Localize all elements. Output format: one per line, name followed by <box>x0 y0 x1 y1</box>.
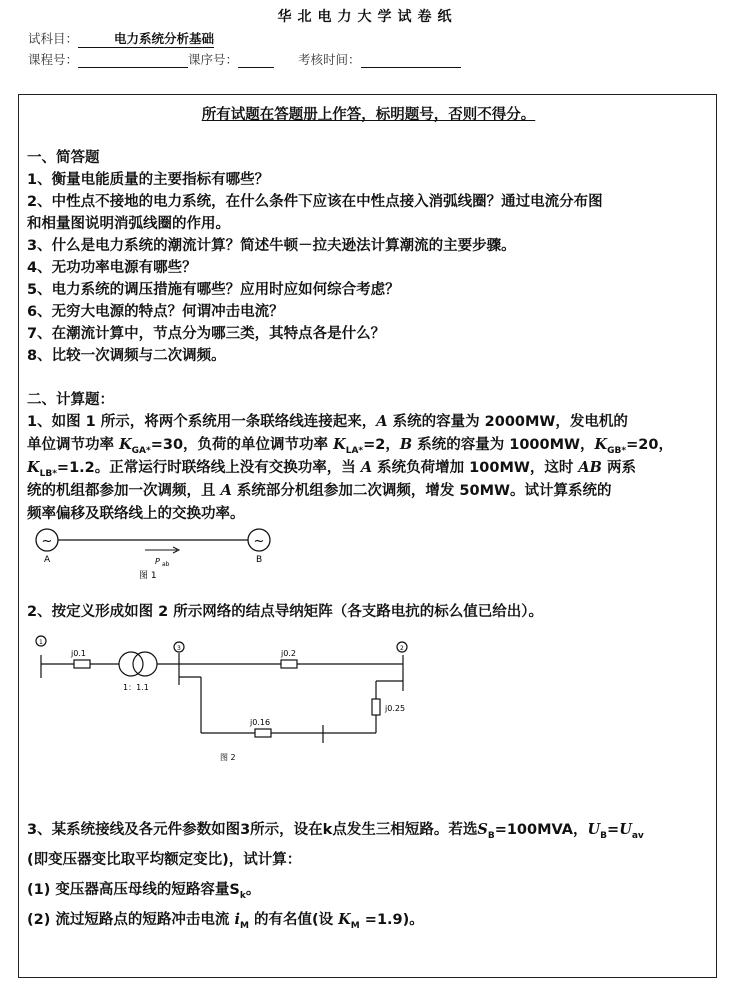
text-line <box>27 911 424 935</box>
power-label: P <box>155 557 160 566</box>
text-segment: 系统的容量为 1000MW， <box>412 437 595 453</box>
subscript: av <box>631 830 644 841</box>
power-sub: ab <box>162 561 170 568</box>
math-variable: A <box>220 482 232 499</box>
math-variable: B <box>399 436 413 453</box>
text-segment: = <box>607 822 620 838</box>
text-segment: 和相量图说明消弧线圈的作用。 <box>27 216 230 232</box>
text-segment: 3、什么是电力系统的潮流计算？简述牛顿－拉夫逊法计算潮流的主要步骤。 <box>27 238 516 254</box>
math-variable: AB <box>578 459 602 476</box>
notice: 所有试题在答题册上作答，标明题号，否则不得分。 <box>201 107 536 123</box>
text-line <box>27 281 400 299</box>
text-segment: (1) 变压器高压母线的短路容量 <box>27 882 230 898</box>
course-seq-field <box>238 52 274 68</box>
text-segment: 2、按定义形成如图 2 所示网络的结点导纳矩阵（各支路电抗的标么值已给出）。 <box>27 604 544 620</box>
text-line <box>27 459 636 483</box>
text-segment: =30，负荷的单位调节功率 <box>150 437 334 453</box>
subscript: M <box>350 920 360 931</box>
text-line <box>27 482 612 500</box>
text-segment: =1.9)。 <box>359 912 424 928</box>
text-segment: 系统负荷增加 100MW，这时 <box>372 460 579 476</box>
node-3-label: 3 <box>177 645 181 652</box>
text-line <box>27 413 628 431</box>
subject-value: 电力系统分析基础 <box>78 29 214 48</box>
gen-b-symbol: ~ <box>253 534 265 549</box>
text-segment: 。 <box>245 882 261 898</box>
text-segment: (即变压器变比取平均额定变比)，试计算： <box>27 852 302 868</box>
text-segment: 2、中性点不接地的电力系统，在什么条件下应该在中性点接入消弧线圈？通过电流分布图 <box>27 194 603 210</box>
math-variable: U <box>619 821 632 838</box>
math-variable: K <box>338 911 351 928</box>
math-variable: A <box>360 459 373 476</box>
node-b-label: B <box>256 555 263 565</box>
text-segment: 系统部分机组参加二次调频，增发 50MW。试计算系统的 <box>231 483 612 499</box>
text-segment: 7、在潮流计算中，节点分为哪三类，其特点各是什么？ <box>27 326 386 342</box>
figure-1 <box>27 520 287 590</box>
text-segment: 3、某系统接线及各元件参数如图3所示，设在k点发生三相短路。若选 <box>27 822 478 838</box>
text-segment: 6、无穷大电源的特点？何谓冲击电流？ <box>27 304 284 320</box>
text-line <box>27 347 226 365</box>
question-box <box>18 94 717 978</box>
subscript: B <box>487 830 495 841</box>
subscript: LB* <box>39 468 57 479</box>
node-a-label: A <box>44 555 51 565</box>
math-variable: K <box>594 436 608 453</box>
text-line <box>27 193 603 211</box>
text-segment: 8、比较一次调频与二次调频。 <box>27 348 226 364</box>
text-line <box>27 821 644 845</box>
x4-label: j0.16 <box>250 718 271 727</box>
gen-a-symbol: ~ <box>41 534 53 549</box>
text-segment: S <box>229 882 240 898</box>
text-line <box>27 149 100 167</box>
node-1-label: 1 <box>39 639 43 646</box>
text-line <box>27 237 516 255</box>
text-segment: 1、如图 1 所示，将两个系统用一条联络线连接起来， <box>27 414 377 430</box>
text-line <box>27 259 197 277</box>
x1-label: j0.1 <box>71 649 86 658</box>
text-segment: 一、简答题 <box>27 150 100 166</box>
text-segment: 4、无功功率电源有哪些？ <box>27 260 197 276</box>
math-variable: K <box>27 459 40 476</box>
text-segment: (2) 流过短路点的短路冲击电流 <box>27 912 235 928</box>
course-no-field <box>78 52 188 68</box>
subscript: k <box>239 890 246 901</box>
math-variable: K <box>333 436 346 453</box>
text-line <box>27 303 284 321</box>
math-variable: K <box>119 436 132 453</box>
subscript: M <box>239 920 249 931</box>
text-line <box>27 215 230 233</box>
math-variable: i <box>234 911 240 928</box>
x2-label: j0.2 <box>281 649 296 658</box>
text-segment: 系统的容量为 2000MW，发电机的 <box>387 414 628 430</box>
text-segment: =100MVA， <box>494 822 588 838</box>
text-segment: 的有名值(设 <box>248 912 339 928</box>
text-segment: =20， <box>626 437 673 453</box>
text-segment: 统的机组都参加一次调频，且 <box>27 483 221 499</box>
node-2-label: 2 <box>400 645 404 652</box>
text-segment: =2， <box>363 437 400 453</box>
math-variable: S <box>477 821 488 838</box>
math-variable: A <box>376 413 388 430</box>
text-segment: 单位调节功率 <box>27 437 120 453</box>
subject-label: 试科目： <box>28 31 79 46</box>
subscript: GB* <box>607 445 627 456</box>
figure-1-caption: 图 1 <box>139 571 157 581</box>
subscript: LA* <box>345 445 364 456</box>
text-segment: 1、衡量电能质量的主要指标有哪些？ <box>27 172 270 188</box>
exam-time-label: 考核时间： <box>298 52 361 67</box>
text-line <box>27 851 301 869</box>
figure-2 <box>29 633 429 773</box>
course-seq-label: 课序号： <box>188 52 239 67</box>
text-line <box>27 881 260 905</box>
text-segment: =1.2。正常运行时联络线上没有交换功率，当 <box>56 460 361 476</box>
math-variable: U <box>587 821 601 838</box>
text-line <box>27 325 385 343</box>
subscript: B <box>600 830 608 841</box>
x3-label: j0.25 <box>385 704 406 713</box>
subscript: GA* <box>131 445 151 456</box>
text-segment: 二、计算题： <box>27 392 114 408</box>
text-line <box>27 391 114 409</box>
ratio-label: 1：1.1 <box>123 683 149 692</box>
course-row <box>28 50 461 68</box>
exam-time-field <box>361 52 461 68</box>
course-no-label: 课程号： <box>28 52 79 67</box>
paper-title: 华北电力大学试卷纸 <box>277 9 458 25</box>
subject-row <box>28 29 214 48</box>
figure-2-caption: 图 2 <box>220 753 236 762</box>
text-segment: 频率偏移及联络线上的交换功率。 <box>27 506 245 522</box>
text-line <box>27 436 673 460</box>
text-line <box>27 171 269 189</box>
text-line <box>27 603 543 621</box>
text-segment: 5、电力系统的调压措施有哪些？应用时应如何综合考虑？ <box>27 282 400 298</box>
text-segment: 两系 <box>601 460 636 476</box>
